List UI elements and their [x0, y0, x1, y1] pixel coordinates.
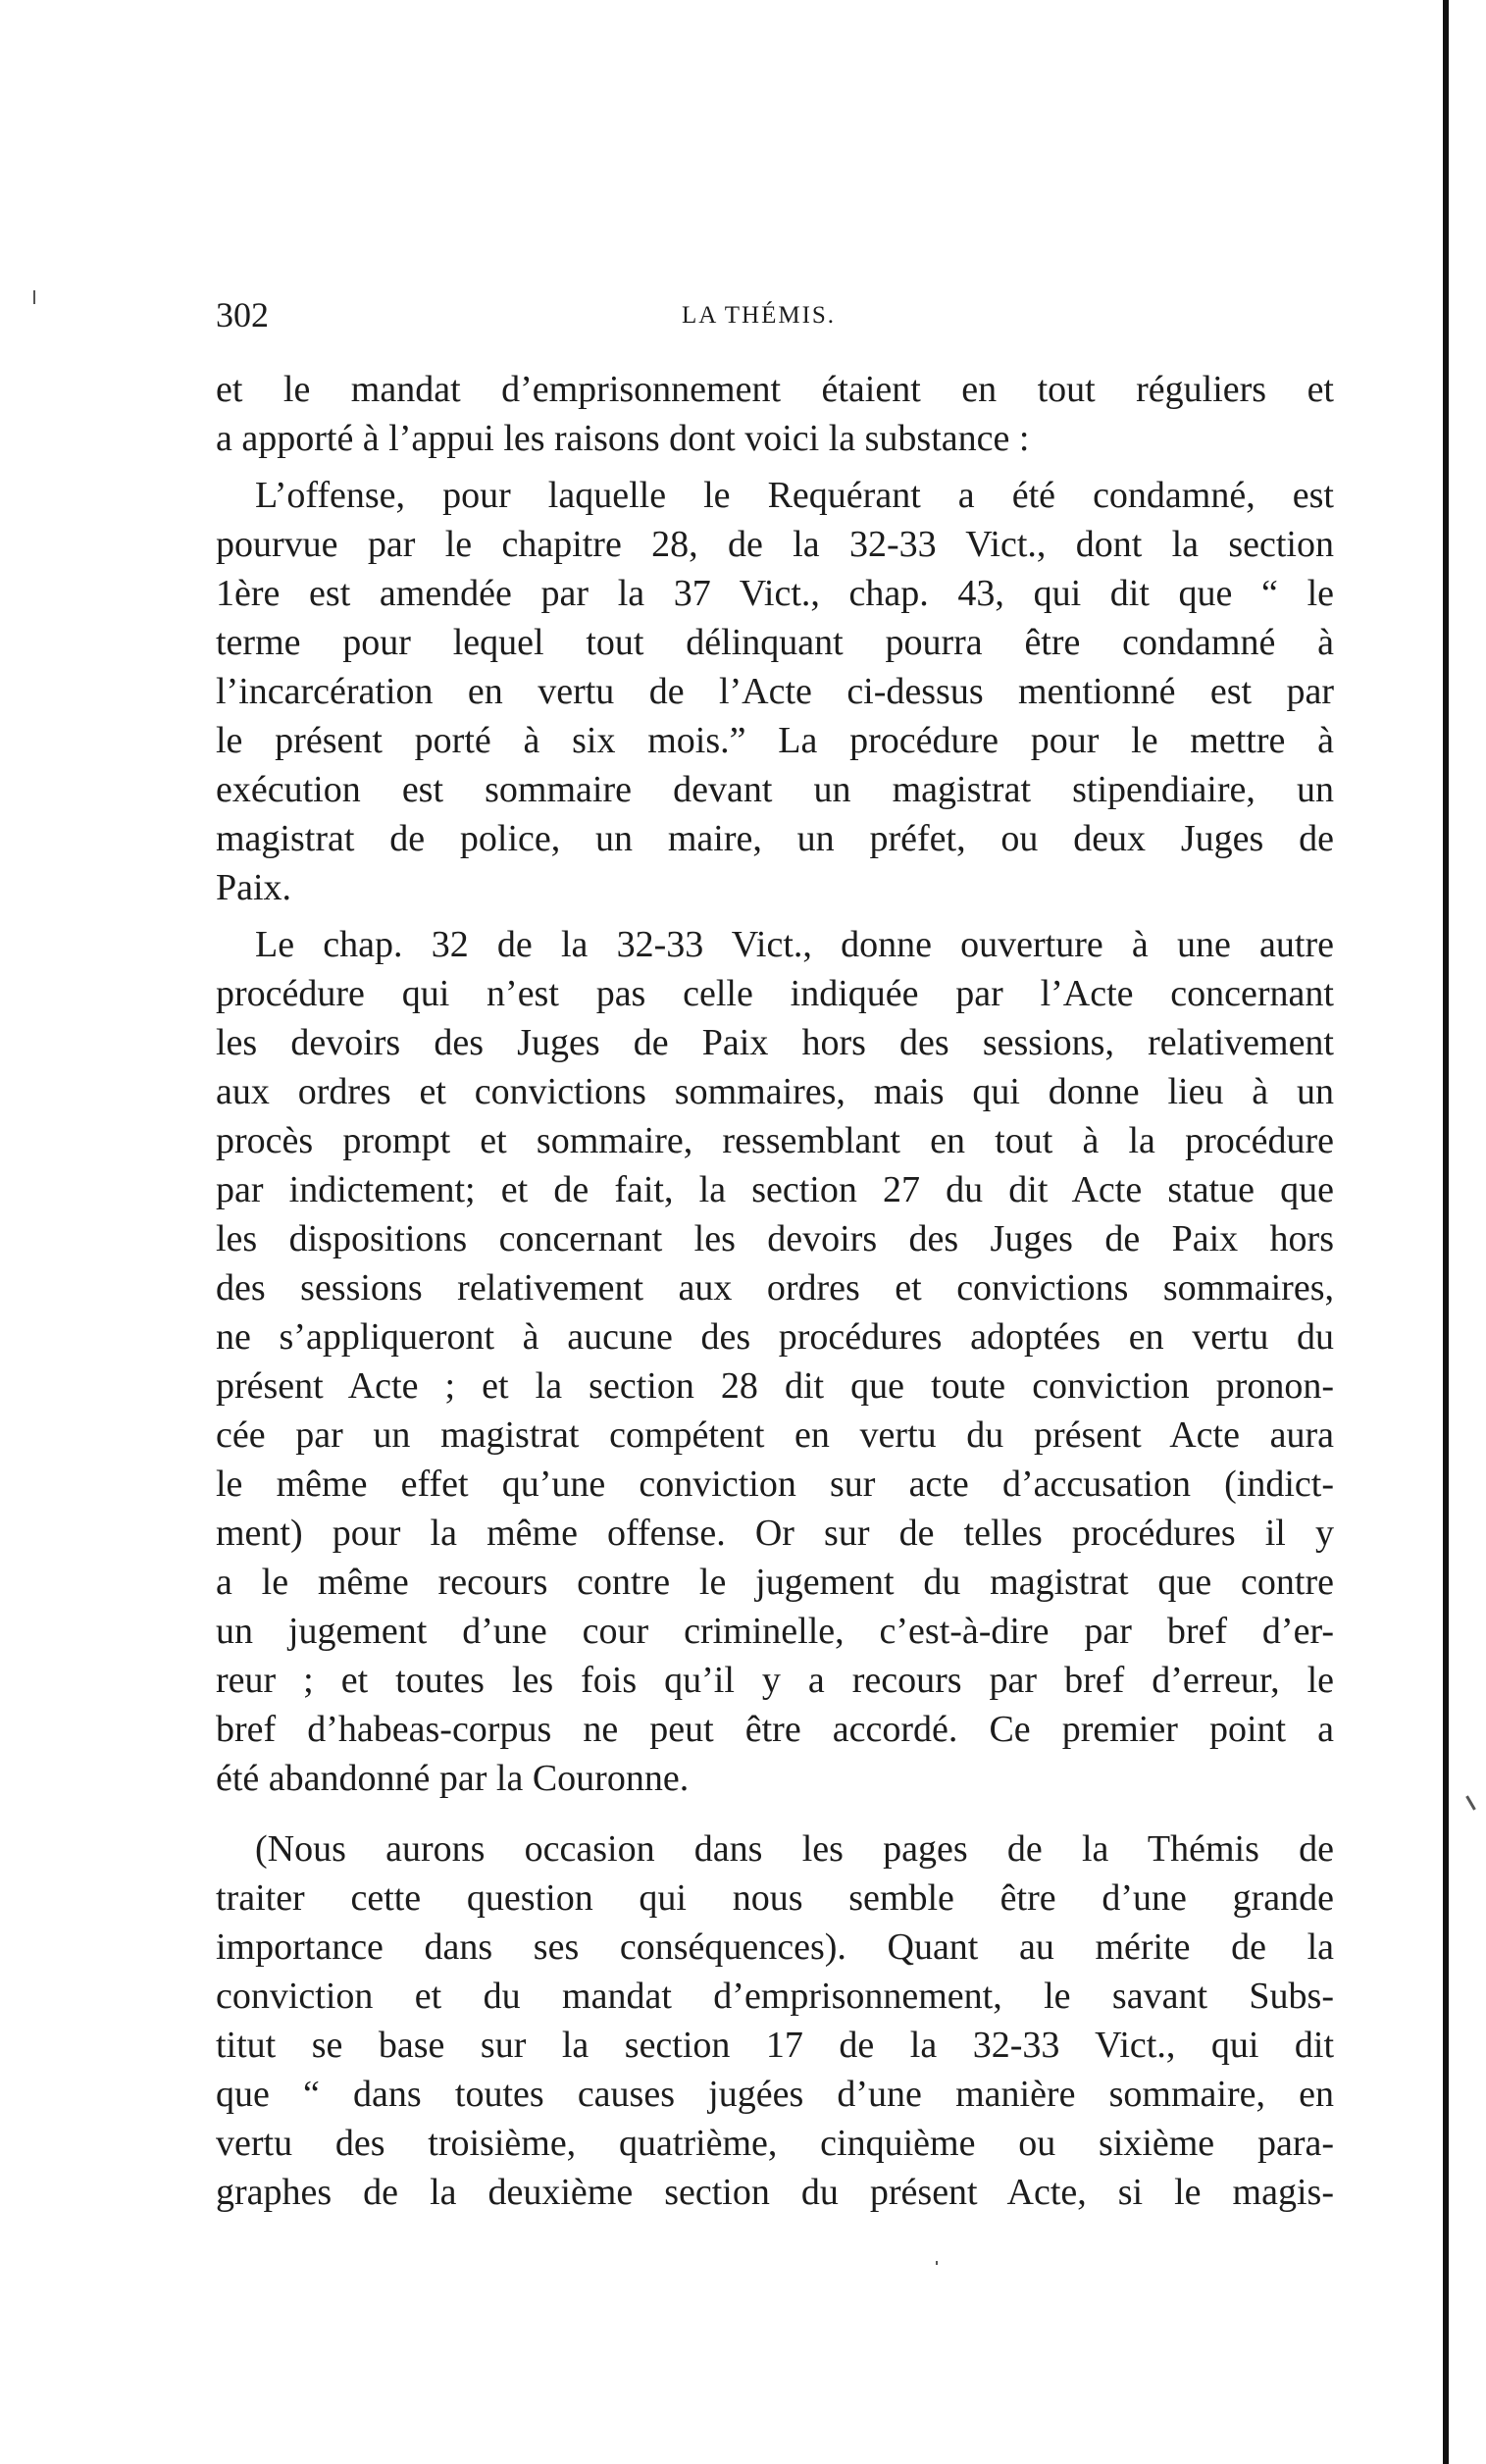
text-line: et le mandat d’emprisonnement étaient en tout réguliers et	[216, 369, 1334, 410]
text-line: Le chap. 32 de la 32-33 Vict., donne ouverture à une autre	[255, 924, 1334, 965]
text-line: importance dans ses conséquences). Quant au mérite de la	[216, 1926, 1334, 1968]
text-line: aux ordres et convictions sommaires, mais qui donne lieu à un	[216, 1071, 1334, 1112]
text-line: été abandonné par la Couronne.	[216, 1758, 690, 1799]
text-line: le même effet qu’une conviction sur acte d’accusation (indict-	[216, 1463, 1334, 1505]
text-line: les devoirs des Juges de Paix hors des sessions, relativement	[216, 1022, 1334, 1063]
text-line: Paix.	[216, 867, 292, 908]
text-line: procès prompt et sommaire, ressemblant en tout à la procédure	[216, 1120, 1334, 1161]
text-line: cée par un magistrat compétent en vertu du présent Acte aura	[216, 1414, 1334, 1456]
text-line: que “ dans toutes causes jugées d’une manière sommaire, en	[216, 2074, 1334, 2115]
text-line: L’offense, pour laquelle le Requérant a été condamné, est	[255, 475, 1334, 516]
scan-speck	[33, 290, 35, 304]
paragraph-1	[216, 365, 1334, 463]
text-line: les dispositions concernant les devoirs des Juges de Paix hors	[216, 1218, 1334, 1259]
text-line: reur ; et toutes les fois qu’il y a recours par bref d’erreur, le	[216, 1660, 1334, 1701]
text-line: par indictement; et de fait, la section 27 du dit Acte statue que	[216, 1169, 1334, 1210]
text-line: pourvue par le chapitre 28, de la 32-33 Vict., dont la section	[216, 524, 1334, 565]
text-line: ne s’appliqueront à aucune des procédures adoptées en vertu du	[216, 1316, 1334, 1358]
paragraph-gap	[216, 463, 1334, 471]
text-line: le présent porté à six mois.” La procédure pour le mettre à	[216, 720, 1334, 761]
text-line: des sessions relativement aux ordres et convictions sommaires,	[216, 1267, 1334, 1309]
text-line: a apporté à l’appui les raisons dont voici la substance :	[216, 418, 1030, 459]
body-text	[216, 365, 1334, 2217]
text-line: un jugement d’une cour criminelle, c’est-à-dire par bref d’er-	[216, 1611, 1334, 1652]
text-line: 1ère est amendée par la 37 Vict., chap. 43, qui dit que “ le	[216, 573, 1334, 614]
text-line: terme pour lequel tout délinquant pourra être condamné à	[216, 622, 1334, 663]
text-line: titut se base sur la section 17 de la 32-33 Vict., qui dit	[216, 2025, 1334, 2066]
paragraph-gap	[216, 912, 1334, 920]
text-line: traiter cette question qui nous semble être d’une grande	[216, 1877, 1334, 1919]
text-line: l’incarcération en vertu de l’Acte ci-dessus mentionné est par	[216, 671, 1334, 712]
paragraph-2	[216, 471, 1334, 912]
running-title: LA THÉMIS.	[682, 302, 837, 329]
text-line: exécution est sommaire devant un magistrat stipendiaire, un	[216, 769, 1334, 810]
text-line: magistrat de police, un maire, un préfet, ou deux Juges de	[216, 818, 1334, 859]
paragraph-4	[216, 1824, 1334, 2217]
scan-speck	[936, 2261, 938, 2265]
paragraph-gap	[216, 1803, 1334, 1824]
text-line: vertu des troisième, quatrième, cinquième ou sixième para-	[216, 2123, 1334, 2164]
text-line: ment) pour la même offense. Or sur de telles procédures il y	[216, 1513, 1334, 1554]
text-line: bref d’habeas-corpus ne peut être accordé. Ce premier point a	[216, 1709, 1334, 1750]
page-number: 302	[216, 295, 269, 334]
page-header	[216, 290, 1334, 339]
paragraph-3	[216, 920, 1334, 1803]
text-line: a le même recours contre le jugement du magistrat que contre	[216, 1562, 1334, 1603]
text-line: graphes de la deuxième section du présent Acte, si le magis-	[216, 2172, 1334, 2213]
text-line: (Nous aurons occasion dans les pages de la Thémis de	[255, 1828, 1334, 1870]
text-line: présent Acte ; et la section 28 dit que toute conviction pronon-	[216, 1365, 1334, 1407]
scan-speck	[1465, 1795, 1476, 1810]
text-line: conviction et du mandat d’emprisonnement, le savant Subs-	[216, 1976, 1334, 2017]
text-line: procédure qui n’est pas celle indiquée par l’Acte concernant	[216, 973, 1334, 1014]
page-edge-rule	[1443, 0, 1449, 2464]
